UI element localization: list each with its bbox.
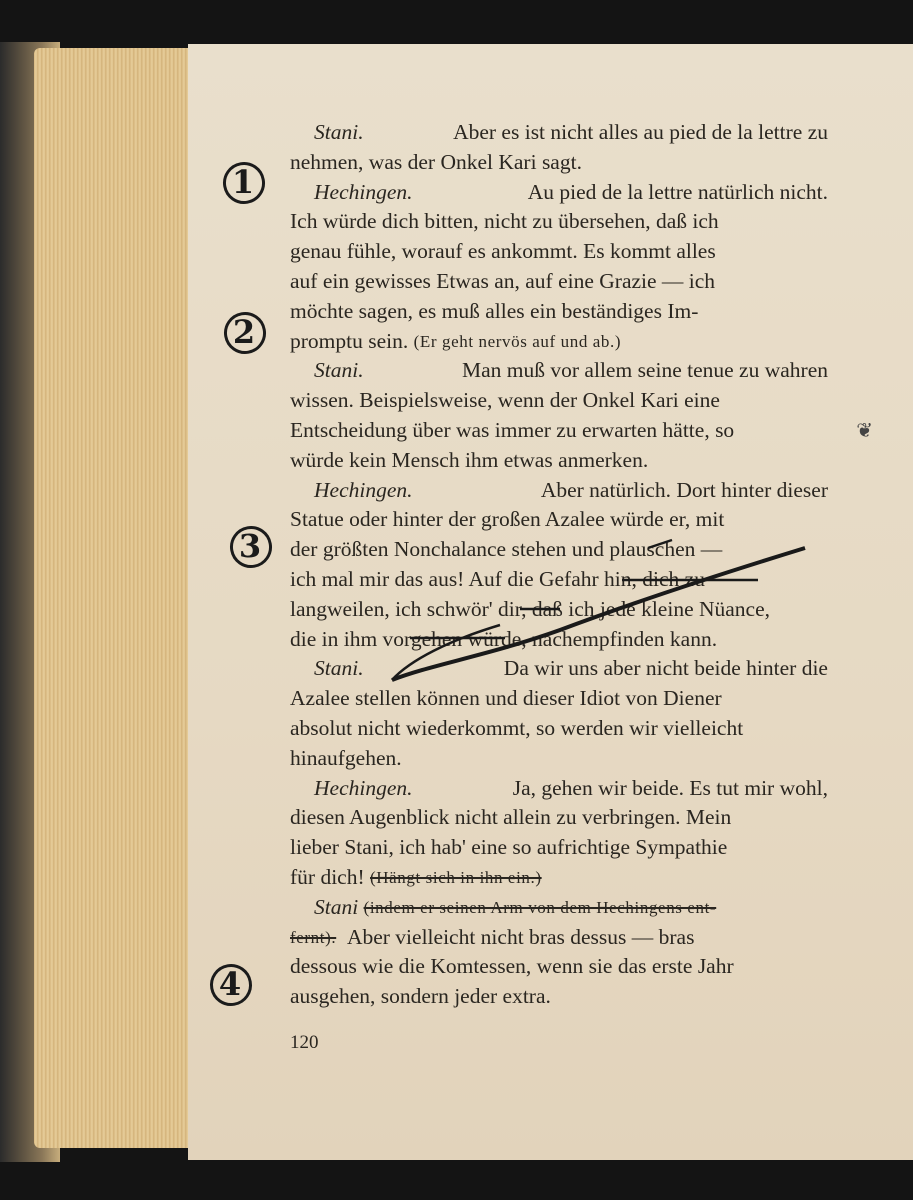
margin-mark-3: 3 xyxy=(228,524,272,568)
margin-mark-4: 4 xyxy=(208,962,252,1006)
margin-ink-spot-icon: ❦ xyxy=(856,418,873,442)
line-text: lieber Stani, ich hab' eine so aufrichtige Sympathie xyxy=(290,835,728,860)
line-text: Aber vielleicht nicht bras dessus — bras xyxy=(346,924,695,949)
pen-strike-line xyxy=(648,540,672,548)
line-text: die in ihm vorgehen würde, nachempfinden kann. xyxy=(290,626,718,651)
speaker-name: Stani. xyxy=(314,120,364,144)
line-text: der größten Nonchalance stehen und plauschen — xyxy=(290,537,723,562)
stage-direction: (indem er seinen Arm von dem Hechingens ent- xyxy=(363,897,717,917)
line-text: Ja, gehen wir beide. Es tut mir wohl, xyxy=(512,775,828,800)
margin-mark-1: 1 xyxy=(221,160,265,204)
page-number: 120 xyxy=(290,1032,319,1053)
stage-direction: fernt). xyxy=(290,927,337,947)
line-text: Statue oder hinter der großen Azalee würde er, mit xyxy=(290,507,725,532)
line-text: Azalee stellen können und dieser Idiot von Diener xyxy=(290,686,722,711)
line-text: Entscheidung über was immer zu erwarten hätte, so xyxy=(290,417,735,442)
line-text: diesen Augenblick nicht allein zu verbringen. Mein xyxy=(290,805,732,830)
line-text: hinaufgehen. xyxy=(290,745,402,770)
line-text: nehmen, was der Onkel Kari sagt. xyxy=(290,149,582,174)
line-text: für dich! xyxy=(290,864,365,889)
stage-direction: (Hängt sich in ihn ein.) xyxy=(370,867,542,887)
line-text: würde kein Mensch ihm etwas anmerken. xyxy=(290,447,649,472)
pen-strike-line xyxy=(392,548,805,680)
line-text: dessous wie die Komtessen, wenn sie das erste Jahr xyxy=(290,954,734,979)
speaker-name: Stani xyxy=(314,894,359,919)
line-text: ich mal mir das aus! Auf die Gefahr hin, dich zu xyxy=(290,566,705,591)
line-text: möchte sagen, es muß alles ein beständiges Im- xyxy=(290,298,699,323)
speaker-name: Hechingen. xyxy=(314,179,413,204)
line-text: Aber natürlich. Dort hinter dieser xyxy=(540,477,828,502)
line-text: ausgehen, sondern jeder extra. xyxy=(290,984,551,1009)
speaker-name: Stani. xyxy=(314,656,364,681)
stage-direction: (Er geht nervös auf und ab.) xyxy=(413,331,622,351)
line-text: auf ein gewisses Etwas an, auf eine Grazie — ich xyxy=(290,268,716,293)
line-text: Aber es ist nicht alles au pied de la lettre zu xyxy=(453,120,828,144)
speaker-name: Hechingen. xyxy=(314,477,413,502)
speaker-name: Hechingen. xyxy=(314,775,413,800)
line-text: Ich würde dich bitten, nicht zu übersehen, daß ich xyxy=(290,209,719,234)
margin-mark-2: 2 xyxy=(222,310,266,354)
line-text: wissen. Beispielsweise, wenn der Onkel Kari eine xyxy=(290,388,720,413)
line-text: Au pied de la lettre natürlich nicht. xyxy=(527,179,828,204)
line-text: genau fühle, worauf es ankommt. Es kommt alles xyxy=(290,239,716,264)
speaker-name: Stani. xyxy=(314,358,364,383)
line-text: langweilen, ich schwör' dir, daß ich jede kleine Nüance, xyxy=(290,596,771,621)
line-text: Man muß vor allem seine tenue zu wahren xyxy=(462,358,828,383)
line-text: absolut nicht wiederkommt, so werden wir vielleicht xyxy=(290,715,744,740)
line-text: promptu sein. xyxy=(290,328,409,353)
line-text: Da wir uns aber nicht beide hinter die xyxy=(503,656,828,681)
